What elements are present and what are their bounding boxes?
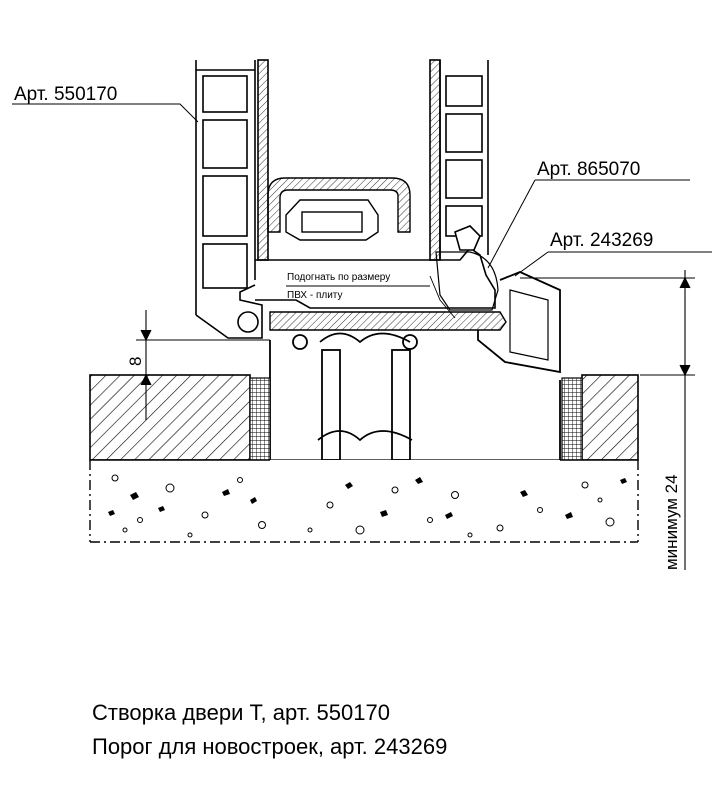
glazing-channel (268, 178, 410, 240)
note-pvc-plate: ПВХ - плиту (287, 290, 343, 301)
label-sash-article: Арт. 550170 (14, 84, 118, 105)
insulation-right (562, 378, 582, 460)
screed-left (90, 375, 250, 460)
caption-line-1: Створка двери Т, арт. 550170 (92, 700, 390, 725)
label-threshold-article: Арт. 243269 (550, 230, 654, 251)
caption-line-2: Порог для новостроек, арт. 243269 (92, 734, 448, 759)
dimension-8-label: 8 (126, 356, 145, 366)
concrete-base (90, 460, 638, 542)
screed-right (582, 375, 638, 460)
label-seal-article: Арт. 865070 (537, 159, 641, 180)
note-fit-to-size: Подогнать по размеру (287, 272, 391, 283)
pvc-plate (270, 312, 506, 330)
insulation-left (250, 378, 270, 460)
dimension-min24-label: минимум 24 (662, 474, 681, 570)
